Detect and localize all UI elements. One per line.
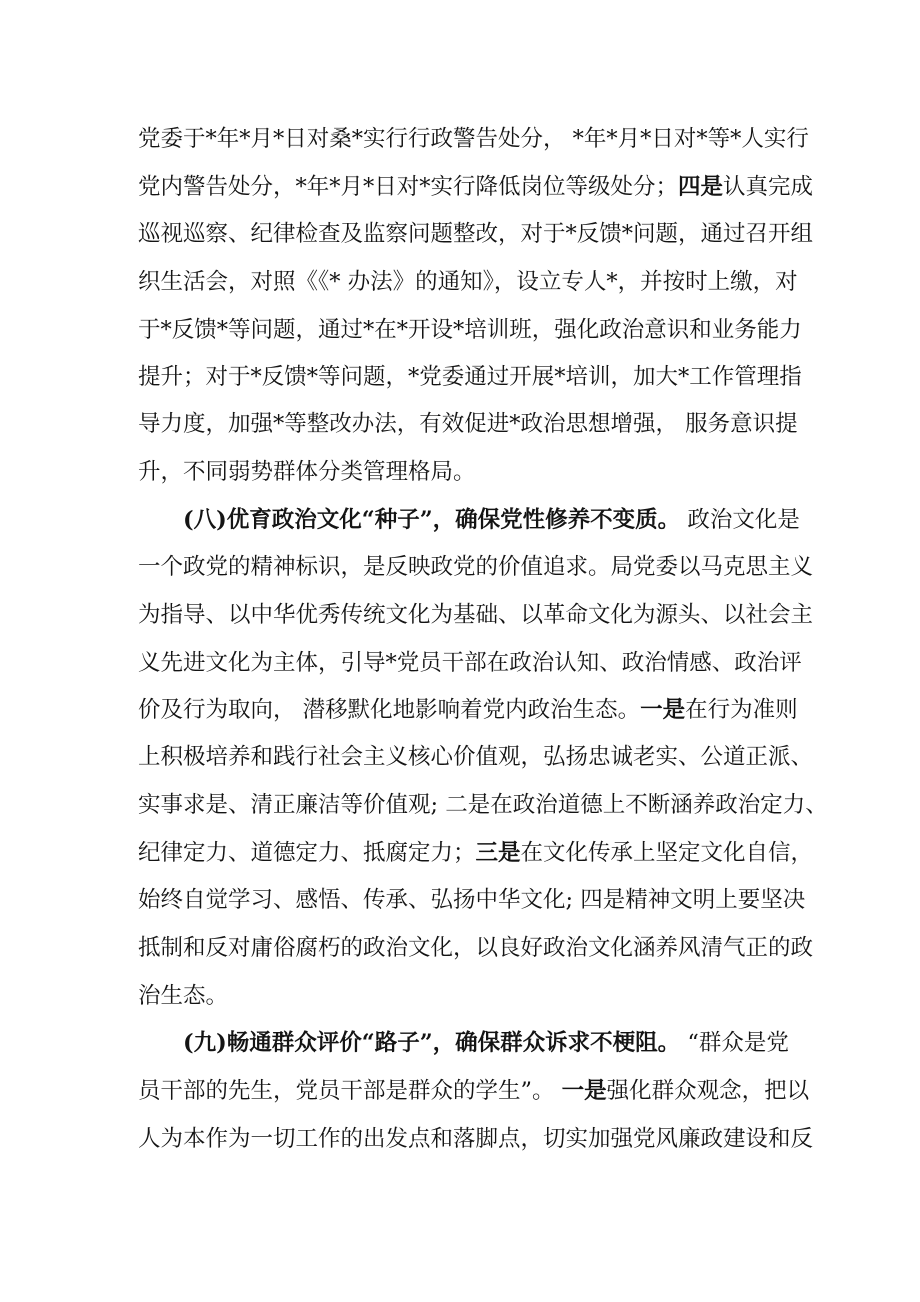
text-run: 导力度，加强*等整改办法，有效促进*政治思想增强， 服务意识提: [138, 411, 798, 437]
text-line: [138, 267, 798, 297]
text-run: 政治文化是: [680, 507, 800, 533]
text-run: 党委于*年*月*日对桑*实行行政警告处分， *年*月*日对*等*人实行: [138, 126, 809, 152]
text-run: “群众是党: [680, 1030, 789, 1056]
text-run: 纪律定力、道德定力、抵腐定力；: [138, 840, 476, 866]
text-line: [138, 648, 802, 678]
text-run: 织生活会，对照《《* 办法》的通知》，设立专人*，并按时上缴，对: [138, 269, 798, 295]
text-line: [138, 172, 813, 202]
text-run: 在文化传承上坚定文化自信，: [520, 840, 814, 866]
text-run: 治生态。: [138, 983, 229, 1009]
text-run: 义先进文化为主体，引导*党员干部在政治认知、政治情感、政治评: [138, 650, 802, 676]
bold-text-run: (九)畅通群众评价“路子”，确保群众诉求不梗阻。: [183, 1030, 681, 1056]
bold-text-run: (八)优育政治文化“种子”，确保党性修养不变质。: [183, 507, 681, 533]
text-run: 为指导、以中华优秀传统文化为基础、以革命文化为源头、以社会主: [138, 602, 814, 628]
text-run: 一个政党的精神标识，是反映政党的价值追求。局党委以马克思主义: [138, 554, 814, 580]
bold-text-run: 三是: [475, 840, 521, 866]
text-run: 认真完成: [723, 174, 814, 200]
text-run: 上积极培养和践行社会主义核心价值观，弘扬忠诚老实、公道正派、: [138, 744, 814, 770]
text-line: [138, 315, 802, 345]
text-run: 强化群众观念，把以: [606, 1078, 810, 1104]
text-run: 价及行为取向， 潜移默化地影响着党内政治生态。: [138, 697, 641, 723]
text-run: 于*反馈*等问题，通过*在*开设*培训班，强化政治意识和业务能力: [138, 317, 802, 343]
bold-text-run: 四是: [678, 174, 724, 200]
text-run: 员干部的先生，党员干部是群众的学生”。: [138, 1078, 562, 1104]
text-line: [138, 1076, 809, 1106]
text-line: [138, 219, 813, 249]
text-line: [138, 552, 813, 582]
text-run: 升，不同弱势群体分类管理格局。: [138, 459, 476, 485]
text-line: [138, 790, 828, 820]
text-run: 巡视巡察、纪律检查及监察问题整改，对于*反馈*问题，通过召开组: [138, 221, 814, 247]
text-line: [138, 124, 809, 154]
text-run: 抵制和反对庸俗腐朽的政治文化，以良好政治文化涵养风清气正的政: [138, 935, 814, 961]
text-line: [138, 742, 813, 772]
text-run: 党内警告处分，*年*月*日对*实行降低岗位等级处分；: [138, 174, 679, 200]
text-line: [138, 362, 802, 392]
text-run: 提升；对于*反馈*等问题，*党委通过开展*培训，加大*工作管理指: [138, 364, 802, 390]
text-line: [138, 1124, 813, 1154]
section-heading-8: [183, 505, 800, 535]
text-run: 人为本作为一切工作的出发点和落脚点，切实加强党风廉政建设和反: [138, 1126, 814, 1152]
text-line: [138, 457, 476, 487]
text-line: [138, 838, 813, 868]
text-run: 在行为准则: [685, 697, 798, 723]
section-heading-9: [183, 1028, 789, 1058]
bold-text-run: 一是: [561, 1078, 607, 1104]
bold-text-run: 一是: [640, 697, 686, 723]
text-line: [138, 885, 805, 915]
text-run: 实事求是、清正廉洁等价值观; 二是在政治道德上不断涵养政治定力、: [138, 792, 828, 818]
text-line: [138, 933, 813, 963]
text-line: [138, 695, 798, 725]
text-run: 始终自觉学习、感悟、传承、弘扬中华文化; 四是精神文明上要坚决: [138, 887, 806, 913]
text-line: [138, 981, 228, 1011]
text-line: [138, 600, 813, 630]
text-line: [138, 409, 798, 439]
